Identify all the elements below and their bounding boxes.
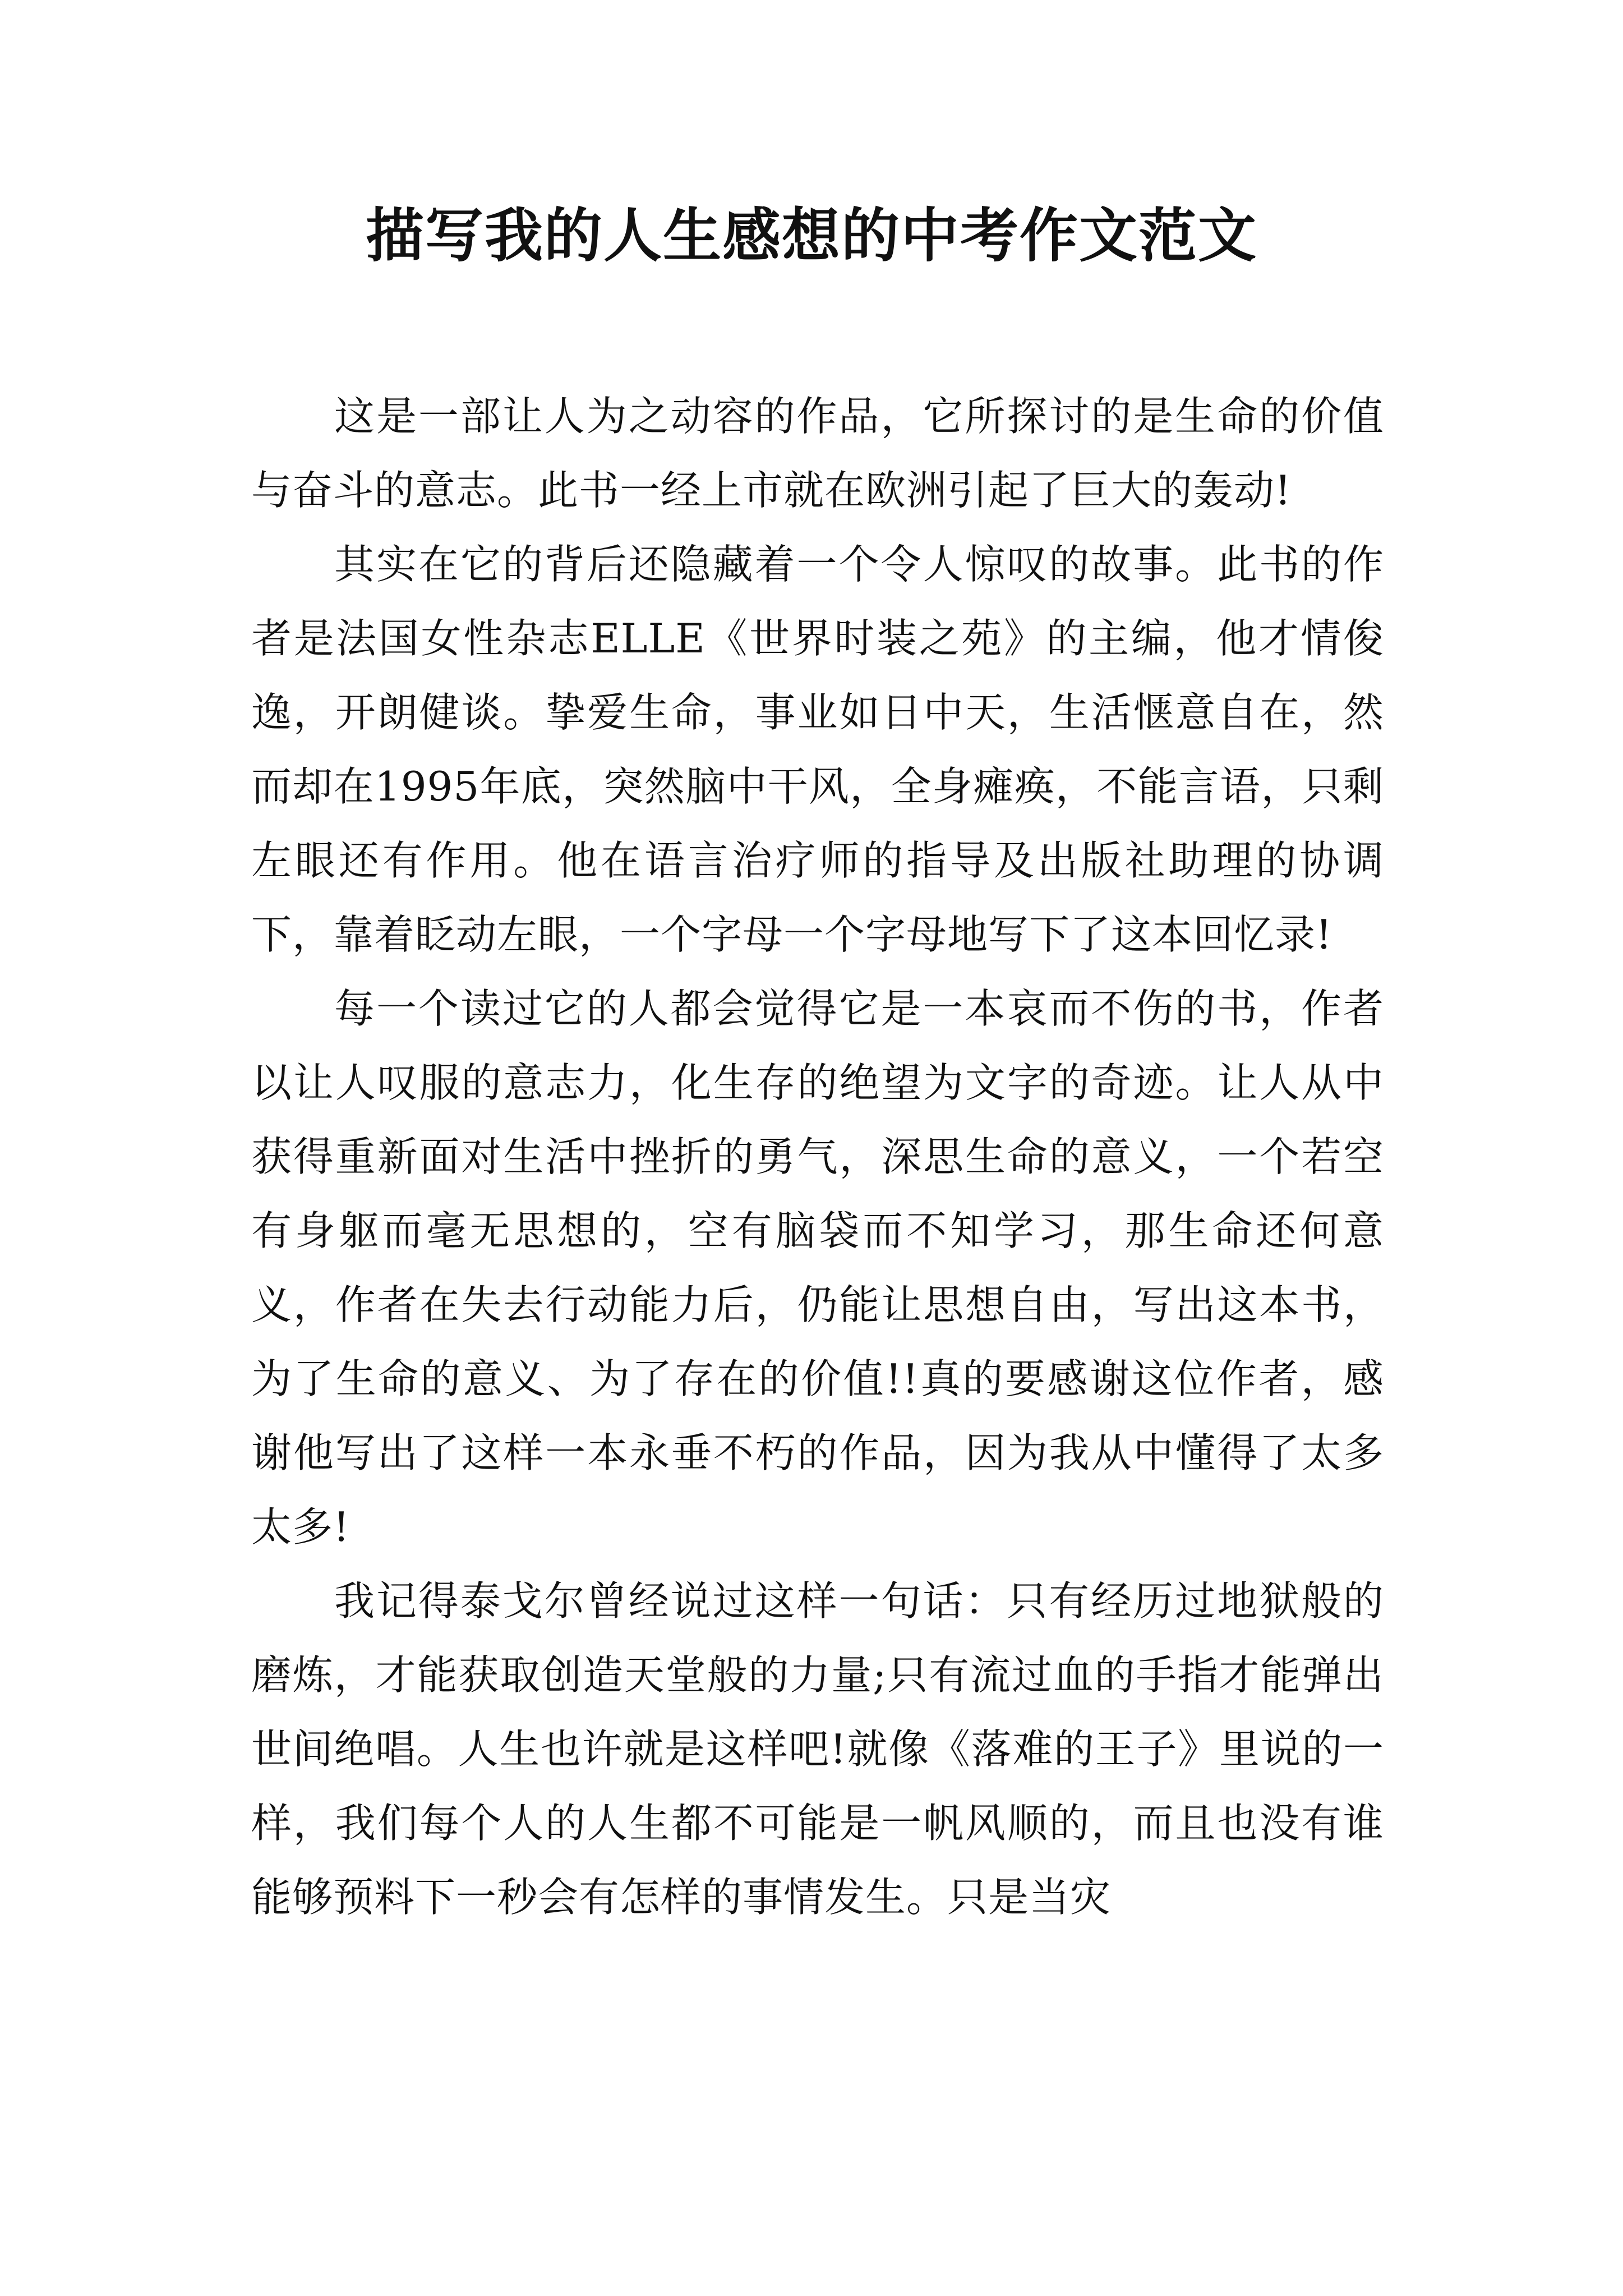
paragraph-4: 我记得泰戈尔曾经说过这样一句话：只有经历过地狱般的磨炼，才能获取创造天堂般的力量;只有流过血的手指才能弹出世间绝唱。人生也许就是这样吧!就像《落难的王子》里说的一样，我们每个人的人生都不可能是一帆风顺的，而且也没有谁能够预料下一秒会有怎样的事情发生。只是当灾 bbox=[251, 1577, 1384, 1921]
document-title: 描写我的人生感想的中考作文范文 bbox=[365, 201, 1257, 270]
paragraph-1: 这是一部让人为之动容的作品，它所探讨的是生命的价值与奋斗的意志。此书一经上市就在欧洲引起了巨大的轰动! bbox=[251, 393, 1384, 514]
document-body bbox=[251, 379, 1384, 1934]
paragraph-2: 其实在它的背后还隐藏着一个令人惊叹的故事。此书的作者是法国女性杂志ELLE《世界时装之苑》的主编，他才情俊逸，开朗健谈。挚爱生命，事业如日中天，生活惬意自在，然而却在1995年底，突然脑中干风，全身瘫痪，不能言语，只剩左眼还有作用。他在语言治疗师的指导及出版社助理的协调下，靠着眨动左眼，一个字母一个字母地写下了这本回忆录! bbox=[251, 541, 1384, 958]
paragraph-3: 每一个读过它的人都会觉得它是一本哀而不伤的书，作者以让人叹服的意志力，化生存的绝望为文字的奇迹。让人从中获得重新面对生活中挫折的勇气，深思生命的意义，一个若空有身躯而毫无思想的，空有脑袋而不知学习，那生命还何意义，作者在失去行动能力后，仍能让思想自由，写出这本书，为了生命的意义、为了存在的价值!!真的要感谢这位作者，感谢他写出了这样一本永垂不朽的作品，因为我从中懂得了太多太多! bbox=[251, 985, 1384, 1550]
